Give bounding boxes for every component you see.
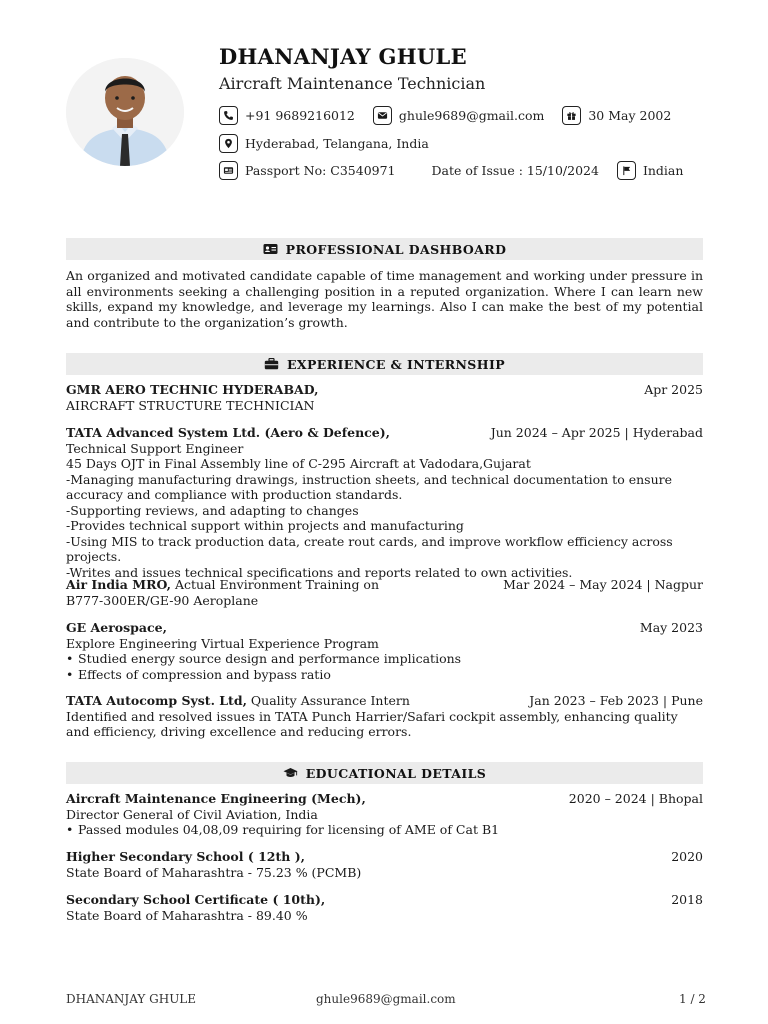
phone-icon [219, 106, 238, 125]
bullet-dot-icon: • [66, 822, 74, 837]
entry-line: 45 Days OJT in Final Assembly line of C-295 Aircraft at Vadodara,Gujarat [66, 456, 531, 471]
experience-entry [66, 693, 703, 740]
contact-row-1 [219, 106, 689, 125]
passport-item [219, 161, 414, 180]
date-of-issue-text: Date of Issue : 15/10/2024 [431, 163, 599, 178]
entry-org: Aircraft Maintenance Engineering (Mech), [66, 791, 366, 806]
entry-meta: Jun 2024 – Apr 2025 | Hyderabad [490, 425, 703, 440]
bullet-item [66, 667, 703, 683]
entry-org-suffix: Quality Assurance Intern [246, 693, 410, 708]
entry-org: Air India MRO, [66, 577, 171, 592]
entry-org: GE Aerospace, [66, 620, 167, 635]
graduation-cap-icon [283, 767, 298, 779]
footer-page-number: 1 / 2 [679, 992, 706, 1006]
entry-line: Technical Support Engineer [66, 440, 244, 456]
dob-text: 30 May 2002 [588, 108, 672, 123]
phone-item [219, 106, 355, 125]
contact-row-3 [219, 161, 701, 180]
experience-entry [66, 425, 703, 580]
entry-meta: Mar 2024 – May 2024 | Nagpur [503, 577, 703, 592]
section-title: PROFESSIONAL DASHBOARD [285, 241, 507, 257]
entry-line: Director General of Civil Aviation, India [66, 806, 318, 822]
map-pin-icon [219, 134, 238, 153]
entry-meta: Jan 2023 – Feb 2023 | Pune [529, 693, 703, 708]
nationality-text: Indian [642, 163, 684, 178]
id-badge-icon [263, 243, 278, 255]
bullet-text: Effects of compression and bypass ratio [78, 666, 331, 682]
entry-meta: Apr 2025 [644, 382, 703, 397]
entry-org: GMR AERO TECHNIC HYDERABAD, [66, 382, 319, 397]
entry-line: -Provides technical support within projects and manufacturing [66, 518, 464, 533]
entry-org-suffix: Actual Environment Training on [171, 577, 379, 592]
phone-text[interactable]: +91 9689216012 [245, 108, 355, 123]
location-item [219, 134, 429, 153]
location-text: Hyderabad, Telangana, India [245, 136, 429, 151]
education-entry [66, 791, 703, 838]
nationality-item [617, 161, 684, 180]
footer-email[interactable]: ghule9689@gmail.com [316, 992, 456, 1006]
section-education [66, 762, 703, 784]
experience-entry [66, 577, 703, 608]
briefcase-icon [264, 358, 279, 370]
entry-line: Identified and resolved issues in TATA Punch Harrier/Safari cockpit assembly, enhancing quality and efficiency, driving excellence and reducing errors. [66, 708, 678, 739]
entry-meta: 2020 – 2024 | Bhopal [568, 791, 703, 806]
bullet-text: Studied energy source design and performance implications [78, 651, 462, 666]
education-entry [66, 892, 703, 923]
summary-text: An organized and motivated candidate capable of time management and working under pressure in all environments seeking a challenging position in a reputed organization. Where I can learn new skills, expand my knowledge, and leverage my learnings. Also I can make the best of my potential and contribute to the organization’s growth. [66, 268, 703, 330]
section-title: EXPERIENCE & INTERNSHIP [286, 356, 505, 372]
bullet-dot-icon: • [66, 651, 74, 666]
experience-entry [66, 620, 703, 682]
profile-photo [66, 58, 184, 166]
candidate-name: DHANANJAY GHULE [219, 44, 467, 69]
resume-header [66, 40, 706, 230]
bullet-item [66, 651, 703, 667]
section-experience [66, 353, 703, 375]
entry-org: TATA Autocomp Syst. Ltd, [66, 693, 247, 708]
bullet-dot-icon: • [66, 666, 74, 682]
envelope-icon [373, 106, 392, 125]
education-entry [66, 849, 703, 880]
passport-text: Passport No: C3540971 [245, 163, 396, 178]
entry-line: State Board of Maharashtra - 75.23 % (PCMB) [66, 864, 362, 880]
bullet-item [66, 822, 703, 838]
section-title: EDUCATIONAL DETAILS [305, 765, 487, 781]
entry-line: State Board of Maharashtra - 89.40 % [66, 907, 308, 923]
id-card-icon [219, 161, 238, 180]
footer-name: DHANANJAY GHULE [66, 992, 197, 1006]
entry-org: TATA Advanced System Ltd. (Aero & Defence), [66, 425, 391, 440]
entry-line: -Writes and issues technical specifications and reports related to own activities. [66, 564, 573, 580]
section-professional-dashboard [66, 238, 703, 260]
entry-org: Higher Secondary School ( 12th ), [66, 849, 305, 864]
entry-meta: 2020 [671, 849, 703, 864]
flag-icon [617, 161, 636, 180]
entry-org: Secondary School Certificate ( 10th), [66, 892, 326, 907]
entry-meta: 2018 [671, 892, 703, 907]
entry-line: AIRCRAFT STRUCTURE TECHNICIAN [66, 397, 315, 413]
entry-line: -Using MIS to track production data, create rout cards, and improve workflow efficiency across projects. [66, 533, 673, 564]
email-item [373, 106, 544, 125]
entry-line: -Managing manufacturing drawings, instruction sheets, and technical documentation to ensure accuracy and compliance with production standards. [66, 471, 672, 502]
entry-line: B777-300ER/GE-90 Aeroplane [66, 592, 259, 608]
entry-line: -Supporting reviews, and adapting to changes [66, 502, 359, 518]
email-text[interactable]: ghule9689@gmail.com [398, 108, 545, 123]
contact-row-2 [219, 134, 447, 153]
bullet-text: Passed modules 04,08,09 requiring for licensing of AME of Cat B1 [78, 822, 500, 837]
entry-line: Explore Engineering Virtual Experience Program [66, 635, 379, 651]
experience-entry [66, 382, 703, 413]
candidate-role: Aircraft Maintenance Technician [219, 74, 486, 93]
dob-item [562, 106, 671, 125]
gift-icon [562, 106, 581, 125]
entry-meta: May 2023 [639, 620, 703, 635]
